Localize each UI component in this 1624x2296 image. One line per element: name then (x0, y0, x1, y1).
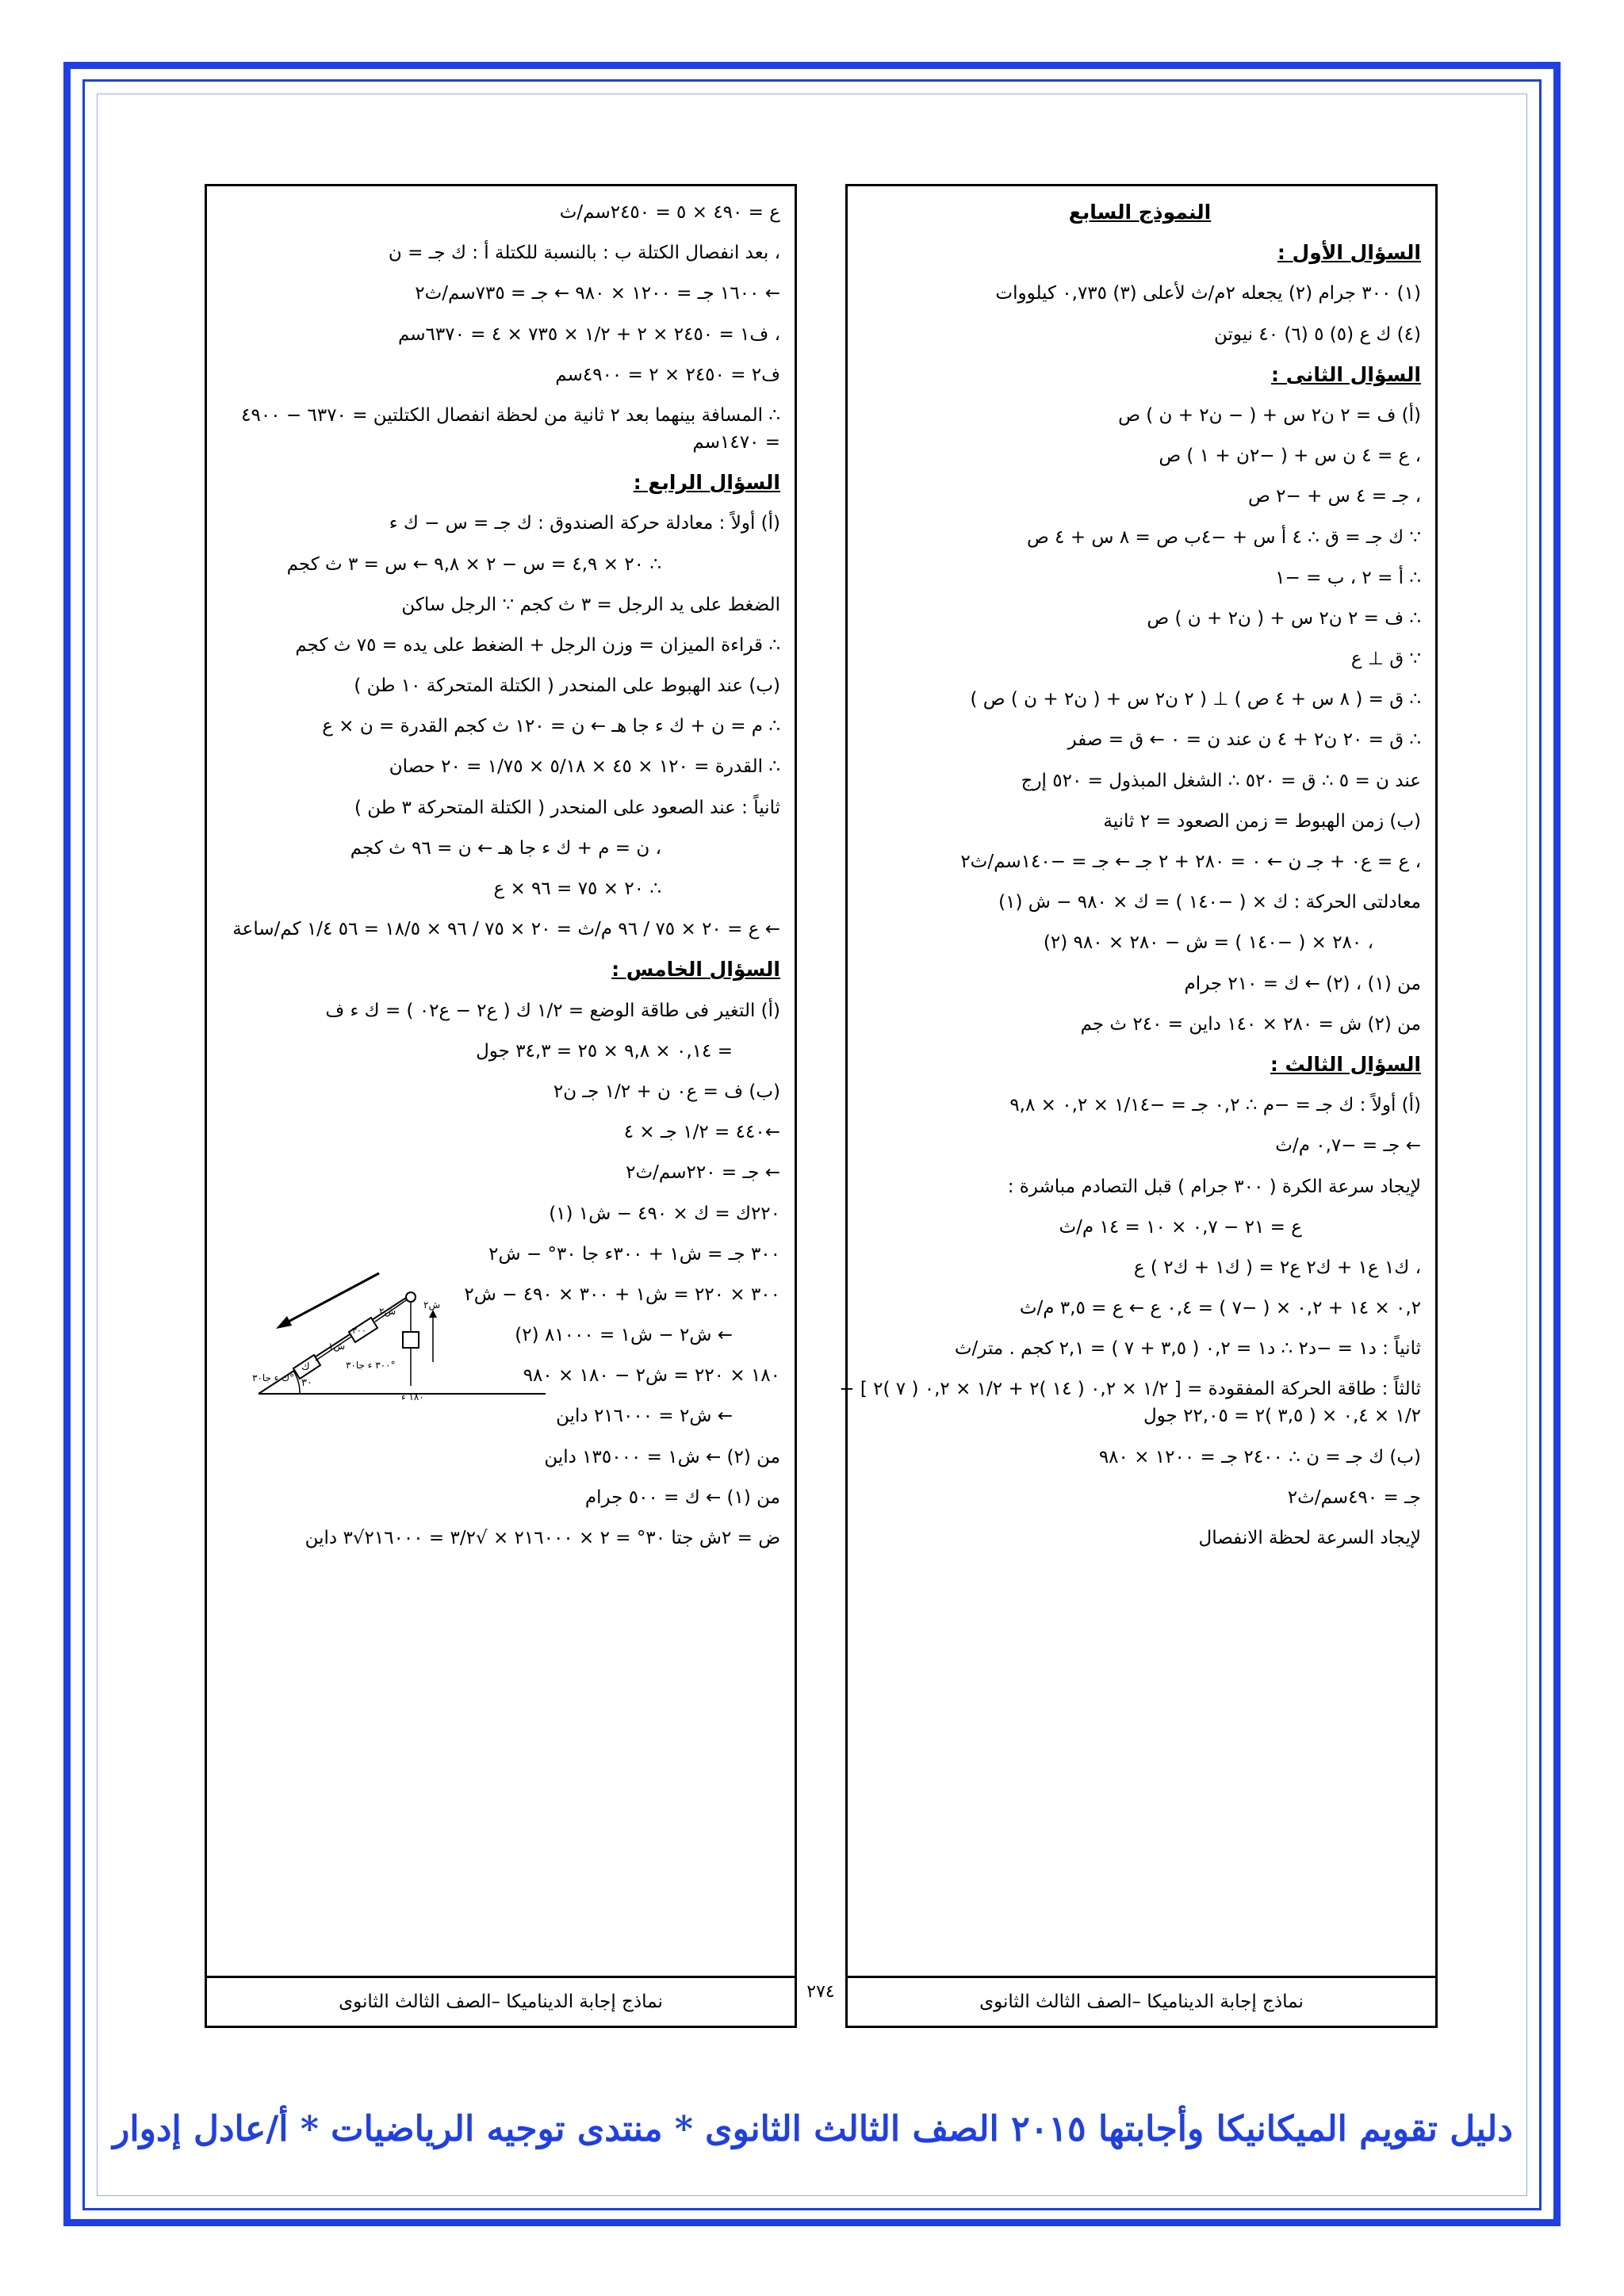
answer-line: ف٢ = ٢٤٥٠ × ٢ = ٤٩٠٠سم (555, 364, 780, 385)
right-column-footer: نماذج إجابة الديناميكا –الصف الثالث الثانوى (848, 1976, 1435, 2026)
answer-line: ض = ٢ش جتا ٣٠° = ٢ × ٢١٦٠٠٠ × √٣/٢ = ٢١٦٠٠٠√٣ داين (304, 1528, 780, 1548)
force-300-label: ٣٠٠ ء جا٣٠° (346, 1360, 396, 1371)
answer-line: ∵ ق ⊥ ع (1350, 649, 1421, 670)
answer-line: ← ش٢ = ٢١٦٠٠٠ داين (556, 1406, 733, 1427)
answer-line: ← ١٦٠٠ جـ = ١٢٠٠ × ٩٨٠ ← جـ = ٧٣٥سم/ث٢ (415, 283, 780, 304)
right-column-body (839, 201, 1421, 1970)
answer-line: ع = ٢١ − ٠,٧ × ١٠ = ١٤ م/ث (1059, 1216, 1302, 1238)
answer-line: ← ش٢ − ش١ = ٨١٠٠٠ (٢) (515, 1325, 733, 1346)
answer-line: ∴ ٢٠ × ٤,٩ = س − ٢ × ٩,٨ ← س = ٣ ث كجم (286, 553, 661, 575)
answer-line: ∵ ك جـ = ق ∴ ٤ أ س + −٤ب ص = ٨ س + ٤ ص (1027, 526, 1421, 548)
answer-line: (ب) ك جـ = ن ∴ ٢٤٠٠ جـ = ١٢٠٠ × ٩٨٠ (1098, 1446, 1421, 1468)
answer-line: (ب) زمن الهبوط = زمن الصعود = ٢ ثانية (1103, 810, 1421, 832)
angle-label: ٣٠ (301, 1377, 312, 1389)
answer-line: ثالثاً : طاقة الحركة المفقودة = [ ١/٢ × ٠,٢ ( ١٤ )٢ + ١/٢ × ٠,٢ ( ٧ )٢ ] − (839, 1379, 1421, 1400)
right-answer-column (839, 184, 1438, 2028)
answer-line: ←٤٤٠ = ١/٢ جـ × ٤ (623, 1122, 780, 1143)
answer-line: ∴ ٢٠ × ٧٥ = ٩٦ × ع (493, 878, 661, 899)
block-300-label: ٣٠٠ (352, 1326, 366, 1336)
answer-line: الضغط على يد الرجل = ٣ ث كجم ∵ الرجل ساكن (401, 594, 780, 615)
answer-line: من (١) ← ك = ٥٠٠ جرام (584, 1487, 780, 1508)
answer-line: ← ع = ٢٠ × ٧٥ / ٩٦ م/ث = ٢٠ × ٧٥ / ٩٦ × ١٨/٥ = ٥٦ ١/٤ كم/ساعة (232, 919, 780, 940)
answer-line: من (٢) ← ش١ = ١٣٥٠٠٠ داين (544, 1446, 780, 1468)
question-heading: السؤال الأول : (1277, 241, 1421, 265)
answer-line: ١/٢ × ٠,٤ × ( ٣,٥ )٢ = ٢٢,٠٥ جول (1143, 1406, 1421, 1427)
answer-line: ← جـ = ٢٢٠سم/ث٢ (626, 1162, 780, 1184)
answer-line: ، ك١ ع١ + ك٢ ع٢ = ( ك١ + ك٢ ) ع (1133, 1257, 1421, 1278)
answer-line: ∴ ف = ٢ ن٢ س + ( ن٢ + ن ) ص (1147, 607, 1421, 629)
tension-s2-label: ش٢ (423, 1299, 441, 1311)
answer-line: (ب) عند الهبوط على المنحدر ( الكتلة المتحركة ١٠ طن ) (354, 675, 780, 697)
answer-line: ∴ قراءة الميزان = وزن الرجل + الضغط على يده = ٧٥ ث كجم (295, 634, 780, 656)
force-k-label: ك ء جا٣٠° (252, 1372, 295, 1383)
answer-line: ، ن = م + ك ء جا هـ ← ن = ٩٦ ث كجم (350, 837, 661, 859)
answer-line: ، ع = ع٠ + جـ ن ← ٠ = ٢٨٠ + ٢ جـ ← جـ = −١٤٠سم/ث٢ (960, 851, 1421, 872)
answer-line: ∴ ق = ( ٨ س + ٤ ص ) ⊥ ( ٢ ن٢ س + ( ن٢ + ن ) ص ) (970, 689, 1421, 710)
model-title: النموذج السابع (1068, 201, 1212, 224)
answer-line: جـ = ٤٩٠سم/ث٢ (1287, 1487, 1421, 1508)
answer-line: ∴ القدرة = ١٢٠ × ٤٥ × ٥/١٨ × ١/٧٥ = ٢٠ حصان (389, 756, 780, 778)
answer-line: (أ) ف = ٢ ن٢ س + ( − ن٢ + ن ) ص (1118, 404, 1421, 426)
answer-line: لإيجاد سرعة الكرة ( ٣٠٠ جرام ) قبل التصادم مباشرة : (1007, 1176, 1421, 1197)
answer-line: من (١) ، (٢) ← ك = ٢١٠ جرام (1184, 973, 1421, 994)
answer-line: ثانياً : عند الصعود على المنحدر ( الكتلة المتحركة ٣ طن ) (354, 797, 780, 818)
answer-line: ثانياً : د١ = −د٢ ∴ د١ = ٠,٢ ( ٣,٥ + ٧ ) = ٢,١ كجم . متر/ث (954, 1338, 1421, 1360)
question-heading: السؤال الخامس : (611, 958, 780, 982)
document-title-banner: دليل تقويم الميكانيكا وأجابتها ٢٠١٥ الصف الثالث الثانوى * منتدى توجيه الرياضيات * أ/عادل إدوار (113, 2109, 1513, 2149)
answer-line: ٢٢٠ك = ك × ٤٩٠ − ش١ (١) (549, 1203, 780, 1224)
answer-line: ∴ ق = ٢٠ ن٢ + ٤ ن عند ن = ٠ ← ق = صفر (1067, 729, 1421, 751)
answer-line: ، ف١ = ٢٤٥٠ × ٢ + ١/٢ × ٧٣٥ × ٤ = ٦٣٧٠سم (397, 323, 780, 345)
answer-line: (١) ٣٠٠ جرام (٢) يجعله ٢م/ث لأعلى (٣) ٠,٧٣٥ كيلووات (995, 283, 1421, 304)
tension-s1-label: ش١ (328, 1341, 346, 1352)
left-column-body (218, 201, 780, 1970)
answer-line: (أ) أولاً : ك جـ = −م ∴ ٠,٢ جـ = −١/١٤ × ٠,٢ × ٩,٨ (1009, 1095, 1421, 1116)
question-heading: السؤال الثالث : (1270, 1052, 1421, 1076)
motion-arrowhead (276, 1316, 292, 1329)
answer-line: = ١٤٧٠سم (692, 431, 780, 453)
answer-line: ← جـ = −٠,٧ م/ث (1275, 1135, 1421, 1157)
answer-line: ٠,٢ × ١٤ + ٠,٢ × ( −٧ ) = ٠,٤ ع ← ع = ٣,٥ م/ث (1019, 1298, 1421, 1319)
inclined-plane-diagram (252, 1267, 553, 1465)
answer-line: ، جـ = ٤ س + −٢ ص (1248, 486, 1421, 507)
pulley (406, 1292, 416, 1302)
answer-line: ٣٠٠ جـ = ش١ + ٣٠٠ء جا ٣٠° − ش٢ (488, 1243, 780, 1265)
answer-line: = ٠,١٤ × ٩,٨ × ٢٥ = ٣٤,٣ جول (476, 1040, 733, 1062)
weight-180-label: ١٨٠ ء (401, 1391, 424, 1402)
answer-line: معادلتى الحركة : ك × ( −١٤٠ ) = ك × ٩٨٠ − ش (١) (998, 892, 1421, 913)
answer-line: ∴ أ = ٢ ، ب = −١ (1275, 567, 1421, 588)
answer-line: (ب) ف = ع٠ ن + ١/٢ جـ ن٢ (553, 1081, 780, 1102)
tension-up-arrowhead (429, 1310, 437, 1318)
answer-line: (٤) ك ع (٥) ٥ (٦) ٤٠ نيوتن (1213, 323, 1421, 345)
answer-line: ، بعد انفصال الكتلة ب : بالنسبة للكتلة أ : ك جـ = ن (388, 243, 780, 264)
answer-line: (أ) أولاً : معادلة حركة الصندوق : ك جـ = س − ك ء (389, 513, 780, 534)
answer-line: ١٨٠ × ٢٢٠ = ش٢ − ١٨٠ × ٩٨٠ (523, 1365, 780, 1387)
answer-line: ع = ٤٩٠ × ٥ = ٢٤٥٠سم/ث (559, 202, 780, 223)
hanging-block (403, 1332, 419, 1348)
answer-line: ٣٠٠ × ٢٢٠ = ش١ + ٣٠٠ × ٤٩٠ − ش٢ (464, 1284, 780, 1305)
answer-line: عند ن = ٥ ∴ ق = ٥٢٠ ∴ الشغل المبذول = ٥٢٠ إرج (1021, 770, 1421, 791)
left-column-footer: نماذج إجابة الديناميكا –الصف الثالث الثانوى (207, 1976, 795, 2026)
answer-line: (أ) التغير فى طاقة الوضع = ١/٢ ك ( ع٢ − ع٠٢ ) = ك ء ف (325, 1000, 780, 1021)
tension-s2b-label: ش٢ (379, 1306, 396, 1317)
motion-arrow (284, 1273, 379, 1324)
question-heading: السؤال الثانى : (1271, 362, 1421, 386)
answer-line: من (٢) ش = ٢٨٠ × ١٤٠ داين = ٢٤٠ ث جم (1080, 1013, 1421, 1035)
answer-line: ، ٢٨٠ × ( −١٤٠ ) = ش − ٢٨٠ × ٩٨٠ (٢) (1043, 932, 1373, 954)
page-number: ٢٧٤ (806, 1982, 835, 2002)
answer-line: ∴ المسافة بينهما بعد ٢ ثانية من لحظة انفصال الكتلتين = ٦٣٧٠ − ٤٩٠٠ (241, 404, 780, 426)
answer-line: ، ع = ٤ ن س + ( −٢ن + ١ ) ص (1159, 446, 1421, 467)
left-answer-column (205, 184, 797, 2028)
answer-line: لإيجاد السرعة لحظة الانفصال (1198, 1528, 1421, 1548)
block-k-label: ك (301, 1361, 310, 1373)
question-heading: السؤال الرابع : (633, 471, 780, 495)
answer-line: ∴ م = ن + ك ء جا هـ ← ن = ١٢٠ ث كجم القدرة = ن × ع (322, 716, 780, 737)
